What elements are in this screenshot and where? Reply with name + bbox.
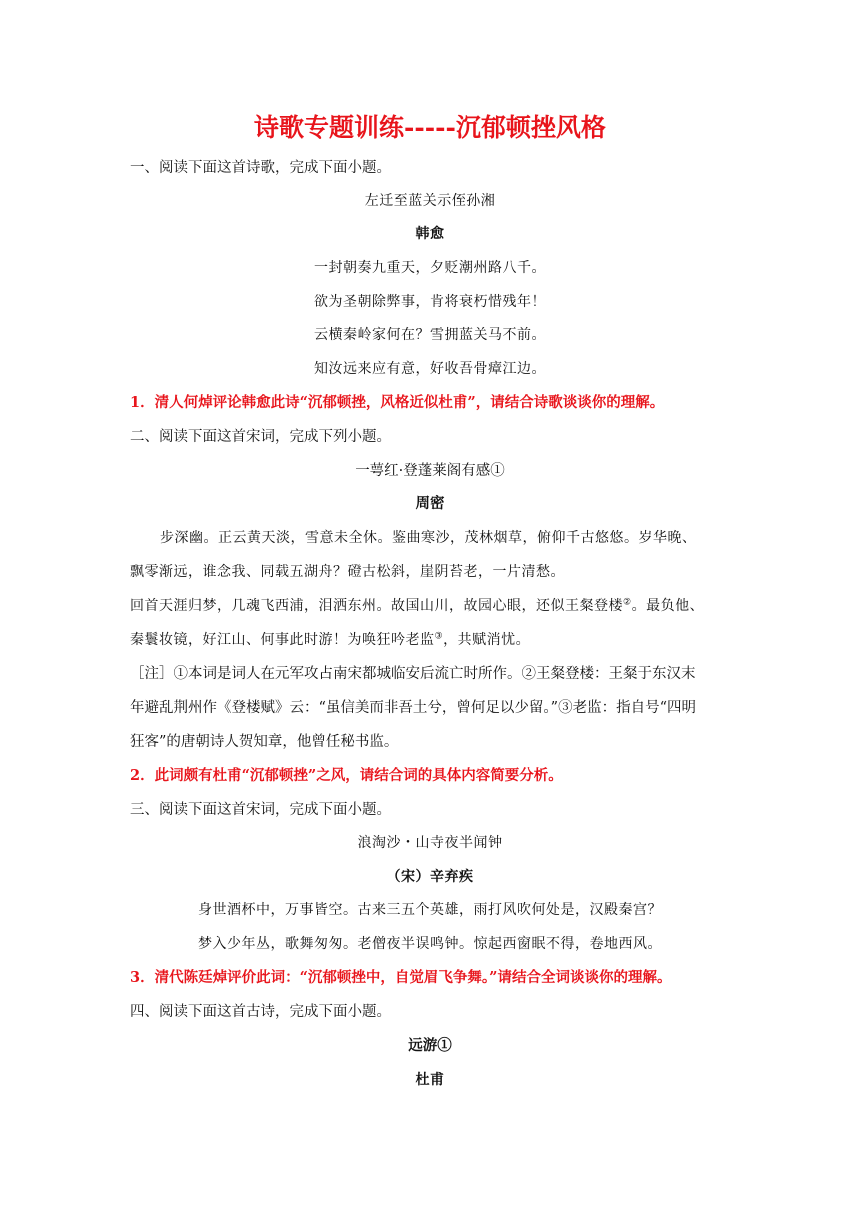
section-3-poem-line: 梦入少年丛，歌舞匆匆。老僧夜半误鸣钟。惊起西窗眠不得，卷地西风。 <box>198 936 662 952</box>
poem-text: 秦鬟妆镜，好江山、何事此时游！为唤狂吟老监 <box>130 632 435 648</box>
section-1-poem-line: 云横秦岭家何在？雪拥蓝关马不前。 <box>314 327 546 343</box>
section-1-poem-title: 左迁至蓝关示侄孙湘 <box>364 193 496 209</box>
section-3-poem-title: 浪淘沙・山寺夜半闻钟 <box>357 835 503 851</box>
section-2-poem-title: 一萼红·登蓬莱阁有感① <box>355 463 505 479</box>
poem-text: 。最负他、 <box>631 598 705 614</box>
section-1-poem-line: 欲为圣朝除弊事，肯将衰朽惜残年！ <box>314 294 546 310</box>
section-2-heading: 二、阅读下面这首宋词，完成下列小题。 <box>130 429 391 445</box>
question-2: 2．此词颇有杜甫“沉郁顿挫”之风，请结合词的具体内容简要分析。 <box>130 767 563 784</box>
section-2-note-line: ［注］①本词是词人在元军攻占南宋都城临安后流亡时所作。②王粲登楼：王粲于东汉末 <box>130 666 696 682</box>
question-1: 1．清人何焯评论韩愈此诗“沉郁顿挫，风格近似杜甫”，请结合诗歌谈谈你的理解。 <box>130 394 665 411</box>
section-1-poem-line: 知汝远来应有意，好收吾骨瘴江边。 <box>314 361 546 377</box>
footnote-mark: ② <box>623 597 632 608</box>
section-2-note-line: 年避乱荆州作《登楼赋》云：“虽信美而非吾土兮，曾何足以少留。”③老监：指自号“四明 <box>130 700 696 716</box>
poem-text: ，共赋消忧。 <box>443 632 531 648</box>
question-3: 3．清代陈廷焯评价此词：“沉郁顿挫中，自觉眉飞争舞。”请结合全词谈谈你的理解。 <box>130 969 672 986</box>
section-3-author: （宋）辛弃疾 <box>386 869 474 885</box>
section-4-author: 杜甫 <box>415 1072 445 1088</box>
document-title: 诗歌专题训练-----沉郁顿挫风格 <box>254 113 606 142</box>
section-2-poem-line <box>130 629 730 651</box>
footnote-mark: ③ <box>434 631 444 642</box>
section-3-heading: 三、阅读下面这首宋词，完成下面小题。 <box>130 802 391 818</box>
section-2-author: 周密 <box>415 495 445 512</box>
section-2-poem-line <box>130 595 730 617</box>
section-2-note-line: 狂客”的唐朝诗人贺知章，他曾任秘书监。 <box>130 734 399 750</box>
section-4-heading: 四、阅读下面这首古诗，完成下面小题。 <box>130 1004 391 1020</box>
section-2-poem-line: 步深幽。正云黄天淡，雪意未全休。鉴曲寒沙，茂林烟草，俯仰千古悠悠。岁华晚、 <box>160 530 697 546</box>
section-1-author: 韩愈 <box>415 226 445 242</box>
section-1-heading: 一、阅读下面这首诗歌，完成下面小题。 <box>130 160 391 176</box>
section-3-poem-line: 身世酒杯中，万事皆空。古来三五个英雄，雨打风吹何处是，汉殿秦宫？ <box>198 902 662 918</box>
section-2-poem-line: 飘零渐远，谁念我、同载五湖舟？磴古松斜，崖阴苔老，一片清愁。 <box>130 564 565 580</box>
section-4-poem-title: 远游① <box>408 1037 452 1054</box>
section-1-poem-line: 一封朝奏九重天，夕贬潮州路八千。 <box>314 260 546 276</box>
poem-text: 回首天涯归梦，几魂飞西浦，泪洒东州。故国山川，故园心眼，还似王粲登楼 <box>130 598 623 614</box>
